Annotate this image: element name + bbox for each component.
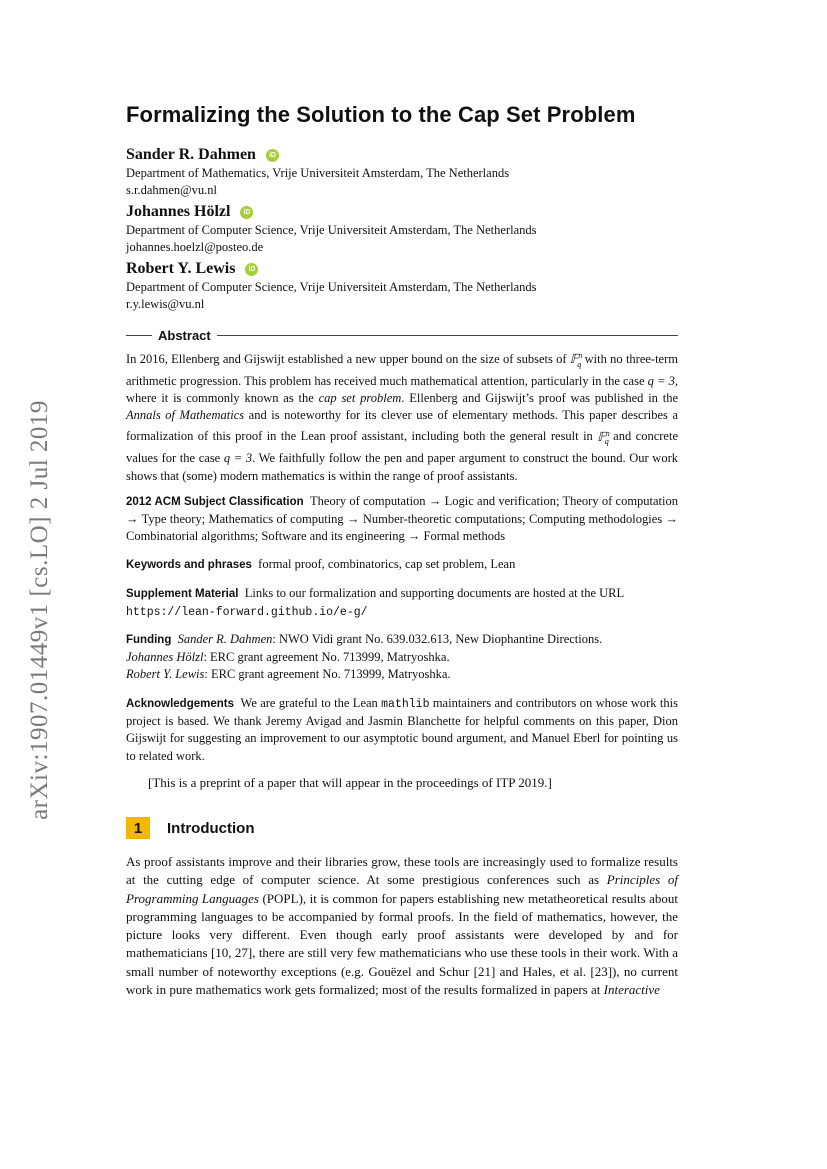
abstract-rule-left — [126, 335, 152, 336]
orcid-icon[interactable]: iD — [245, 263, 258, 276]
funding-label: Funding — [126, 634, 172, 646]
section-heading — [126, 817, 254, 839]
abstract-heading — [126, 327, 678, 343]
arxiv-sidebar — [20, 380, 60, 840]
mathlib-code: mathlib — [381, 698, 430, 711]
author-email[interactable]: johannes.hoelzl@posteo.de — [126, 240, 264, 254]
author-name: Robert Y. Lewis — [126, 260, 236, 277]
acm-classification — [126, 493, 678, 546]
section-number: 1 — [126, 817, 150, 839]
keywords-text: formal proof, combinatorics, cap set problem, Lean — [258, 557, 516, 571]
supplement-label: Supplement Material — [126, 588, 239, 600]
supplement-material — [126, 585, 678, 621]
acknowledgements: Acknowledgements We are grateful to the Lean mathlib maintainers and contributors on whose work this project is based. We thank Jeremy Avigad and Jasmin Blanchette for helpful comments on this paper, Dion Gijswijt for suggesting an improvement to our asymptotic bound argument, and Manuel Eberl for pointing us to related work. — [126, 696, 678, 763]
acm-label: 2012 ACM Subject Classification — [126, 496, 304, 508]
author-name: Sander R. Dahmen — [126, 146, 256, 163]
acm-text: Theory of computation → Logic and verification; Theory of computation → Type theory; Mathematics of computing → Number-theoretic computations; Computing methodologies → Combinatorial algorithms; Software and its engineering → Formal methods — [126, 494, 679, 544]
preprint-note: [This is a preprint of a paper that will appear in the proceedings of ITP 2019.] — [148, 775, 552, 790]
author-1 — [126, 145, 509, 199]
paper-title: Formalizing the Solution to the Cap Set Problem — [126, 102, 636, 127]
orcid-icon[interactable]: iD — [266, 149, 279, 162]
math-fq-n: 𝔽$^n_q$ — [569, 351, 583, 369]
author-3 — [126, 259, 536, 313]
abstract-label: Abstract — [158, 327, 211, 343]
math-fq-n-2: 𝔽$^n_q$ — [597, 428, 610, 447]
author-affiliation: Department of Computer Science, Vrije Universiteit Amsterdam, The Netherlands — [126, 280, 537, 294]
supplement-url[interactable]: https://lean-forward.github.io/e-g/ — [126, 606, 368, 620]
supplement-text: Links to our formalization and supporting documents are hosted at the URL — [244, 586, 625, 600]
keywords-label: Keywords and phrases — [126, 559, 252, 571]
funding: Funding Sander R. Dahmen: NWO Vidi grant No. 639.032.613, New Diophantine Directions. Johannes Hölzl: ERC grant agreement No. 713999, Matryoshka. Robert Y. Lewis: ERC grant agreement No. 713999, Matryoshka. — [126, 632, 603, 682]
intro-paragraph: As proof assistants improve and their libraries grow, these tools are increasingly used to formalize results at the cutting edge of computer science. At some prestigious conferences such as Principles of Programming Languages (POPL), it is common for papers establishing new metatheoretical results about programming languages to be accompanied by formal proofs. In the field of mathematics, however, the picture looks very different. Even though early proof assistants were developed by and for mathematicians [10, 27], there are still very few mathematicians who use these tools in their work. With a small number of noteworthy exceptions (e.g. Gouëzel and Schur [21] and Hales, et al. [23]), no current work in pure mathematics work gets formalized; most of the results formalized in papers at Interactive — [126, 854, 678, 998]
section-title: Introduction — [167, 819, 255, 837]
author-name: Johannes Hölzl — [126, 203, 231, 220]
orcid-icon[interactable]: iD — [240, 206, 253, 219]
abstract-text: In 2016, Ellenberg and Gijswijt established a new upper bound on the size of subsets of 𝔽$^n_q$ with no three-term arithmetic progression. This problem has received much mathematical attention, particularly in the case q = 3, where it is commonly known as the cap set problem. Ellenberg and Gijswijt’s proof was published in the Annals of Mathematics and is noteworthy for its clever use of elementary methods. This paper describes a formalization of this proof in the Lean proof assistant, including both the general result in 𝔽$^n_q$ and concrete values for the case q = 3. We faithfully follow the pen and paper argument to construct the bound. Our work shows that (some) modern mathematics is within the range of proof assistants. — [126, 351, 678, 483]
keywords — [126, 556, 678, 574]
author-2 — [126, 202, 536, 256]
author-email[interactable]: r.y.lewis@vu.nl — [126, 297, 205, 311]
author-affiliation: Department of Mathematics, Vrije Universiteit Amsterdam, The Netherlands — [126, 166, 510, 180]
arxiv-id: arXiv:1907.01449v1 [cs.LO] 2 Jul 2019 — [26, 400, 53, 820]
author-email[interactable]: s.r.dahmen@vu.nl — [126, 183, 218, 197]
author-affiliation: Department of Computer Science, Vrije Universiteit Amsterdam, The Netherlands — [126, 223, 537, 237]
abstract-rule-right — [217, 335, 678, 336]
ack-label: Acknowledgements — [126, 698, 234, 710]
